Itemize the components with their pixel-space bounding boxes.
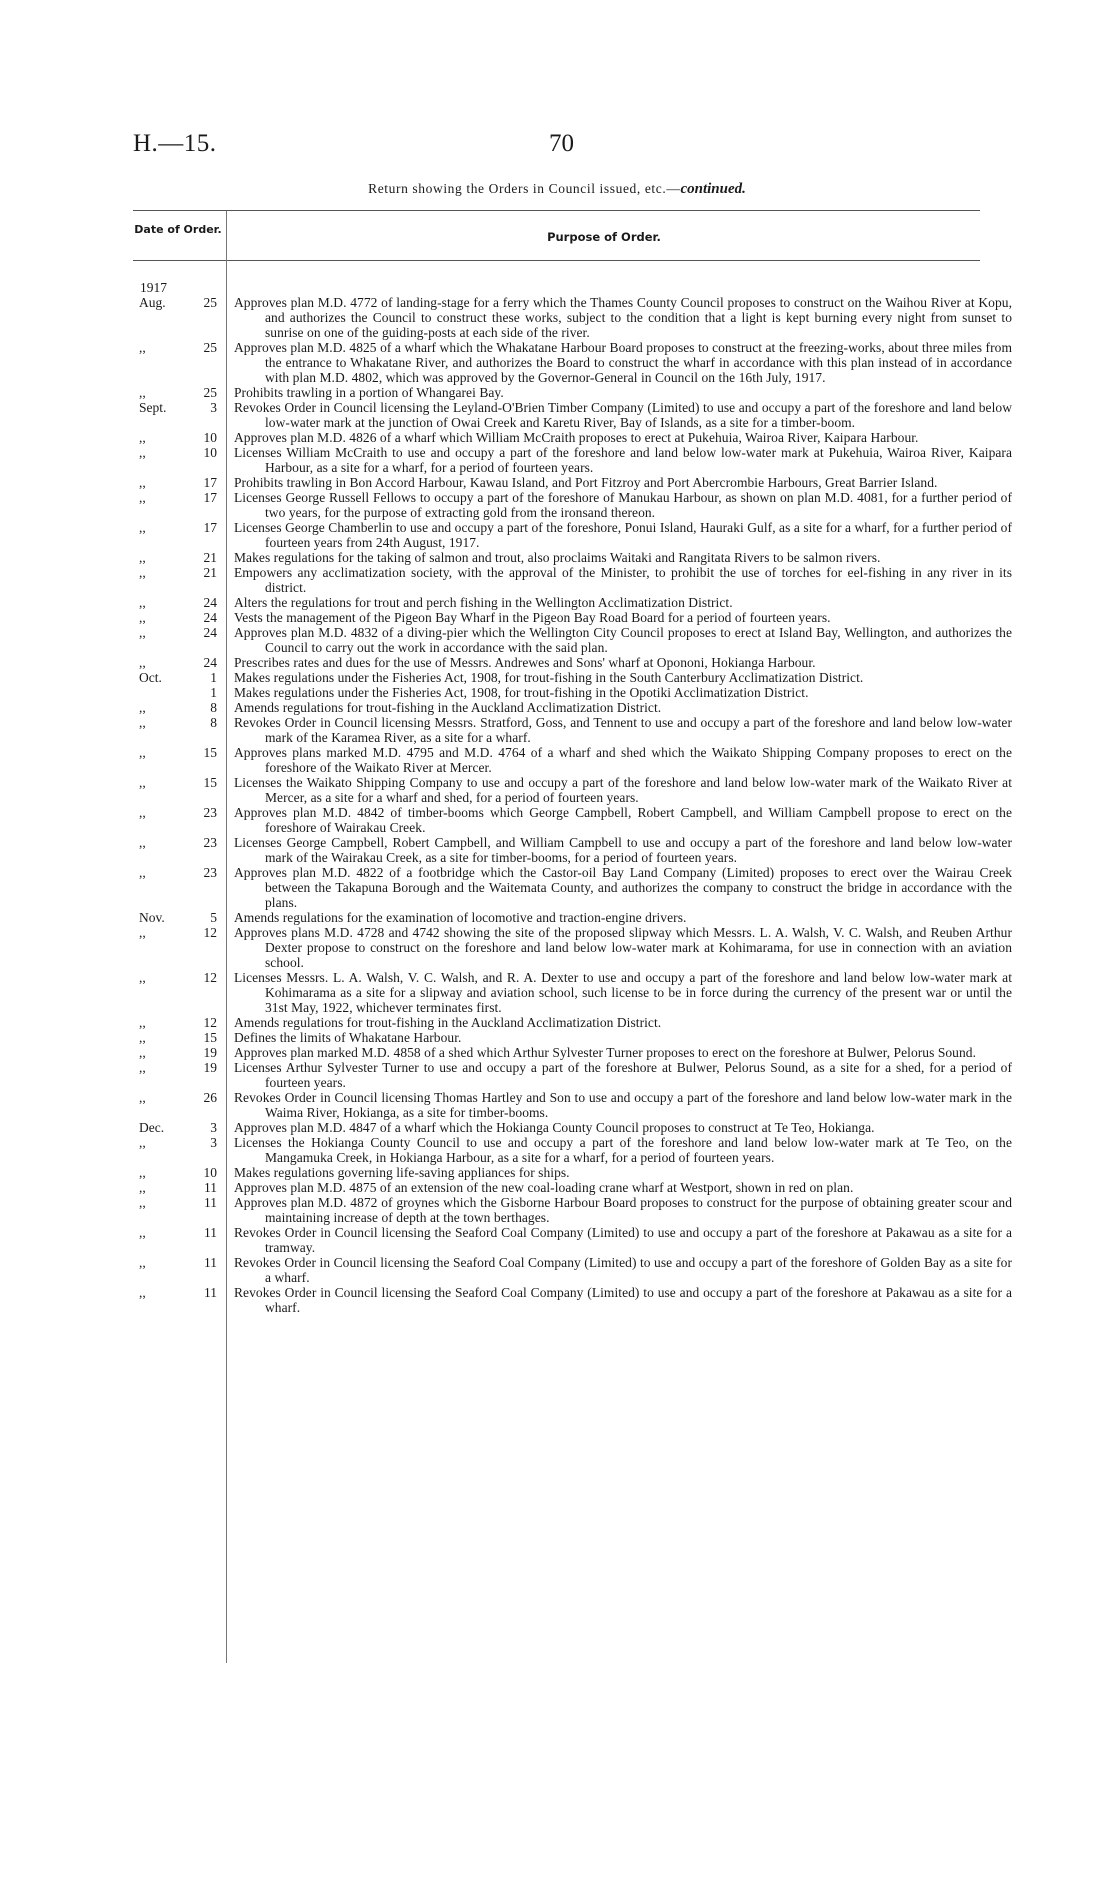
order-day: 12	[203, 970, 217, 985]
order-day: 21	[203, 565, 217, 580]
table-title-continued: continued.	[680, 181, 746, 197]
order-row	[133, 1090, 1012, 1120]
order-day: 17	[203, 490, 217, 505]
order-purpose: Approves plan M.D. 4832 of a diving-pier which the Wellington City Council proposes to erect at Island Bay, Wellington, and authorizes the Council to carry out the work in accordance with the said plan.	[234, 625, 1012, 655]
order-month: ,,	[139, 430, 146, 445]
order-day: 24	[203, 625, 217, 640]
order-day: 11	[204, 1195, 217, 1210]
order-row	[133, 1045, 993, 1060]
order-purpose: Licenses George Chamberlin to use and occupy a part of the foreshore, Ponui Island, Hauraki Gulf, as a site for a wharf, for a further period of fourteen years from 24th August, 1917.	[234, 520, 1012, 550]
order-row	[133, 1060, 1012, 1090]
column-header-date: Date of Order.	[134, 223, 222, 236]
order-row	[133, 685, 993, 700]
order-purpose: Licenses the Waikato Shipping Company to use and occupy a part of the foreshore and land below low-water mark of the Waikato River at Mercer, as a site for a wharf and shed, for a period of fourteen years.	[234, 775, 1012, 805]
order-month: ,,	[139, 1195, 146, 1210]
order-purpose: Makes regulations under the Fisheries Act, 1908, for trout-fishing in the Opotiki Acclimatization District.	[234, 685, 809, 700]
order-month: Sept.	[139, 400, 167, 415]
order-purpose: Licenses William McCraith to use and occupy a part of the foreshore and land below low-water mark at Pukehuia, Wairoa River, Kaipara Harbour, as a site for a wharf, for a period of fourteen years.	[234, 445, 1012, 475]
order-purpose: Approves plan M.D. 4847 of a wharf which the Hokianga County Council proposes to construct at Te Teo, Hokianga.	[234, 1120, 875, 1135]
order-row	[133, 1135, 1012, 1165]
order-purpose: Amends regulations for the examination of locomotive and traction-engine drivers.	[234, 910, 687, 925]
order-day: 3	[210, 400, 217, 415]
order-month: ,,	[139, 340, 146, 355]
order-month: ,,	[139, 835, 146, 850]
order-entries	[133, 295, 1012, 1315]
order-day: 17	[203, 475, 217, 490]
order-purpose: Makes regulations under the Fisheries Act, 1908, for trout-fishing in the South Canterbury Acclimatization District.	[234, 670, 864, 685]
order-month: ,,	[139, 1060, 146, 1075]
order-month: ,,	[139, 865, 146, 880]
order-day: 19	[203, 1060, 217, 1075]
order-month: ,,	[139, 550, 146, 565]
order-day: 1	[210, 685, 217, 700]
order-row	[133, 655, 993, 670]
order-row	[133, 865, 1012, 910]
order-month: ,,	[139, 925, 146, 940]
order-row	[133, 445, 1012, 475]
order-purpose: Makes regulations governing life-saving appliances for ships.	[234, 1165, 570, 1180]
order-day: 1	[210, 670, 217, 685]
order-month: ,,	[139, 475, 146, 490]
order-row	[133, 625, 1012, 655]
document-code: H.—15.	[133, 130, 217, 157]
order-month: ,,	[139, 1255, 146, 1270]
order-purpose: Approves plan M.D. 4842 of timber-booms which George Campbell, Robert Campbell, and William Campbell propose to erect on the foreshore of Wairakau Creek.	[234, 805, 1012, 835]
order-day: 15	[203, 775, 217, 790]
order-purpose: Revokes Order in Council licensing the Leyland-O'Brien Timber Company (Limited) to use and occupy a part of the foreshore and land below low-water mark at the junction of Owai Creek and Karetu River, Bay of Islands, as a site for a timber-boom.	[234, 400, 1012, 430]
order-day: 3	[210, 1120, 217, 1135]
order-day: 23	[203, 865, 217, 880]
order-day: 25	[203, 340, 217, 355]
order-row	[133, 1015, 993, 1030]
order-month: ,,	[139, 565, 146, 580]
order-day: 23	[203, 835, 217, 850]
order-row	[133, 1285, 1012, 1315]
order-row	[133, 565, 1012, 595]
order-day: 8	[210, 715, 217, 730]
order-month: ,,	[139, 1045, 146, 1060]
order-month: ,,	[139, 715, 146, 730]
order-month: ,,	[139, 1135, 146, 1150]
order-day: 24	[203, 595, 217, 610]
order-purpose: Prohibits trawling in Bon Accord Harbour, Kawau Island, and Port Fitzroy and Port Abercrombie Harbours, Great Barrier Island.	[234, 475, 938, 490]
order-purpose: Makes regulations for the taking of salmon and trout, also proclaims Waitaki and Rangitata Rivers to be salmon rivers.	[234, 550, 881, 565]
table-top-rule	[133, 210, 980, 211]
order-row	[133, 295, 1012, 340]
order-month: ,,	[139, 490, 146, 505]
order-day: 11	[204, 1285, 217, 1300]
order-day: 10	[203, 445, 217, 460]
order-day: 12	[203, 925, 217, 940]
year-label: 1917	[140, 280, 167, 295]
order-day: 24	[203, 610, 217, 625]
order-row	[133, 610, 993, 625]
order-purpose: Licenses Arthur Sylvester Turner to use and occupy a part of the foreshore at Bulwer, Pelorus Sound, as a site for a shed, for a period of fourteen years.	[234, 1060, 1012, 1090]
order-month: ,,	[139, 700, 146, 715]
order-day: 25	[203, 295, 217, 310]
order-purpose: Licenses George Russell Fellows to occupy a part of the foreshore of Manukau Harbour, as shown on plan M.D. 4081, for a further period of two years, for the purpose of extracting gold from the ironsand thereon.	[234, 490, 1012, 520]
order-row	[133, 1225, 1012, 1255]
order-month: ,,	[139, 775, 146, 790]
order-purpose: Revokes Order in Council licensing the Seaford Coal Company (Limited) to use and occupy a part of the foreshore at Pakawau as a site for a tramway.	[234, 1225, 1012, 1255]
order-month: ,,	[139, 625, 146, 640]
order-row	[133, 490, 1012, 520]
order-day: 11	[204, 1225, 217, 1240]
order-purpose: Revokes Order in Council licensing Messrs. Stratford, Goss, and Tennent to use and occupy a part of the foreshore and land below low-water mark of the Karamea River, as a site for a wharf.	[234, 715, 1012, 745]
order-month: ,,	[139, 445, 146, 460]
order-row	[133, 805, 1012, 835]
order-row	[133, 925, 1012, 970]
order-day: 10	[203, 430, 217, 445]
order-month: ,,	[139, 1180, 146, 1195]
order-day: 8	[210, 700, 217, 715]
order-row	[133, 1030, 993, 1045]
order-day: 10	[203, 1165, 217, 1180]
order-purpose: Approves plan M.D. 4822 of a footbridge which the Castor-oil Bay Land Company (Limited) proposes to erect over the Wairau Creek between the Takapuna Borough and the Waitemata County, and authorizes the company to construct the bridge in accordance with the plans.	[234, 865, 1012, 910]
order-purpose: Approves plan M.D. 4875 of an extension of the new coal-loading crane wharf at Westport, shown in red on plan.	[234, 1180, 854, 1195]
order-row	[133, 1255, 1012, 1285]
order-day: 23	[203, 805, 217, 820]
order-day: 11	[204, 1180, 217, 1195]
order-purpose: Alters the regulations for trout and perch fishing in the Wellington Acclimatization District.	[234, 595, 733, 610]
order-day: 15	[203, 1030, 217, 1045]
order-day: 21	[203, 550, 217, 565]
order-month: ,,	[139, 805, 146, 820]
order-day: 19	[203, 1045, 217, 1060]
order-month: ,,	[139, 520, 146, 535]
order-row	[133, 970, 1012, 1015]
order-month: ,,	[139, 1090, 146, 1105]
order-purpose: Prescribes rates and dues for the use of Messrs. Andrewes and Sons' wharf at Opononi, Hokianga Harbour.	[234, 655, 816, 670]
order-day: 5	[210, 910, 217, 925]
table-title-text: Return showing the Orders in Council issued, etc.—	[368, 181, 681, 196]
order-month: Nov.	[139, 910, 165, 925]
order-row	[133, 595, 993, 610]
order-row	[133, 1120, 993, 1135]
order-row	[133, 910, 993, 925]
order-month: ,,	[139, 1285, 146, 1300]
order-day: 11	[204, 1255, 217, 1270]
order-purpose: Approves plans M.D. 4728 and 4742 showing the site of the proposed slipway which Messrs. L. A. Walsh, V. C. Walsh, and Reuben Arthur Dexter propose to construct on the foreshore and land below low-water mark at Kohimarama, for use in connection with an aviation school.	[234, 925, 1012, 970]
order-month: Aug.	[139, 295, 166, 310]
order-row	[133, 1180, 993, 1195]
order-day: 25	[203, 385, 217, 400]
order-month: ,,	[139, 1030, 146, 1045]
order-purpose: Empowers any acclimatization society, with the approval of the Minister, to prohibit the use of torches for eel-fishing in any river in its district.	[234, 565, 1012, 595]
order-month: ,,	[139, 655, 146, 670]
order-row	[133, 1165, 993, 1180]
order-purpose: Licenses the Hokianga County Council to use and occupy a part of the foreshore and land below low-water mark at Te Teo, on the Mangamuka Creek, in Hokianga Harbour, as a site for a wharf, for a period of fourteen years.	[234, 1135, 1012, 1165]
order-day: 24	[203, 655, 217, 670]
order-purpose: Defines the limits of Whakatane Harbour.	[234, 1030, 462, 1045]
order-month: ,,	[139, 385, 146, 400]
order-day: 12	[203, 1015, 217, 1030]
order-row	[133, 670, 993, 685]
order-month: Oct.	[139, 670, 162, 685]
column-header-purpose: Purpose of Order.	[547, 230, 661, 244]
order-row	[133, 775, 1012, 805]
page-number: 70	[549, 130, 574, 157]
order-day: 3	[210, 1135, 217, 1150]
order-row	[133, 520, 1012, 550]
order-row	[133, 340, 1012, 385]
order-purpose: Revokes Order in Council licensing the Seaford Coal Company (Limited) to use and occupy a part of the foreshore at Pakawau as a site for a wharf.	[234, 1285, 1012, 1315]
order-day: 15	[203, 745, 217, 760]
order-month: ,,	[139, 745, 146, 760]
order-row	[133, 700, 993, 715]
order-purpose: Approves plans marked M.D. 4795 and M.D. 4764 of a wharf and shed which the Waikato Shipping Company proposes to erect on the foreshore of the Waikato River at Mercer.	[234, 745, 1012, 775]
order-month: ,,	[139, 595, 146, 610]
order-purpose: Vests the management of the Pigeon Bay Wharf in the Pigeon Bay Road Board for a period of fourteen years.	[234, 610, 831, 625]
order-purpose: Prohibits trawling in a portion of Whangarei Bay.	[234, 385, 504, 400]
order-purpose: Amends regulations for trout-fishing in the Auckland Acclimatization District.	[234, 1015, 662, 1030]
order-day: 26	[203, 1090, 217, 1105]
order-month: Dec.	[139, 1120, 165, 1135]
order-month: ,,	[139, 610, 146, 625]
order-purpose: Licenses Messrs. L. A. Walsh, V. C. Walsh, and R. A. Dexter to use and occupy a part of the foreshore and land below low-water mark at Kohimarama as a site for a slipway and aviation school, such license to be in force during the currency of the present war or until the 31st May, 1922, whichever terminates first.	[234, 970, 1012, 1015]
order-row	[133, 385, 993, 400]
order-purpose: Approves plan marked M.D. 4858 of a shed which Arthur Sylvester Turner proposes to erect on the foreshore at Bulwer, Pelorus Sound.	[234, 1045, 977, 1060]
order-purpose: Approves plan M.D. 4772 of landing-stage for a ferry which the Thames County Council proposes to construct on the Waihou River at Kopu, and authorizes the Council to construct these works, subject to the condition that a light is kept burning every night from sunset to sunrise on one of the guiding-posts at each side of the river.	[234, 295, 1012, 340]
table-title	[0, 181, 1114, 198]
order-purpose: Approves plan M.D. 4825 of a wharf which the Whakatane Harbour Board proposes to construct at the freezing-works, about three miles from the entrance to Whakatane River, and authorizes the Board to construct the wharf in accordance with this plan instead of in accordance with plan M.D. 4802, which was approved by the Governor-General in Council on the 16th July, 1917.	[234, 340, 1012, 385]
order-row	[133, 430, 993, 445]
order-row	[133, 715, 1012, 745]
order-row	[133, 400, 1012, 430]
order-month: ,,	[139, 970, 146, 985]
order-row	[133, 745, 1012, 775]
order-row	[133, 475, 993, 490]
order-row	[133, 550, 993, 565]
order-purpose: Approves plan M.D. 4872 of groynes which the Gisborne Harbour Board proposes to construct for the purpose of obtaining greater scour and maintaining increase of depth at the town berthages.	[234, 1195, 1012, 1225]
order-row	[133, 1195, 1012, 1225]
order-row	[133, 835, 1012, 865]
order-purpose: Revokes Order in Council licensing the Seaford Coal Company (Limited) to use and occupy a part of the foreshore of Golden Bay as a site for a wharf.	[234, 1255, 1012, 1285]
order-month: ,,	[139, 1165, 146, 1180]
order-month: ,,	[139, 1015, 146, 1030]
order-day: 17	[203, 520, 217, 535]
order-purpose: Approves plan M.D. 4826 of a wharf which William McCraith proposes to erect at Pukehuia, Wairoa River, Kaipara Harbour.	[234, 430, 919, 445]
order-purpose: Licenses George Campbell, Robert Campbell, and William Campbell to use and occupy a part of the foreshore and land below low-water mark of the Wairakau Creek, as a site for timber-booms, for a period of fourteen years.	[234, 835, 1012, 865]
order-month: ,,	[139, 1225, 146, 1240]
order-purpose: Amends regulations for trout-fishing in the Auckland Acclimatization District.	[234, 700, 662, 715]
order-purpose: Revokes Order in Council licensing Thomas Hartley and Son to use and occupy a part of the foreshore and land below low-water mark in the Waima River, Hokianga, as a site for timber-booms.	[234, 1090, 1012, 1120]
table-header-rule	[133, 260, 980, 261]
